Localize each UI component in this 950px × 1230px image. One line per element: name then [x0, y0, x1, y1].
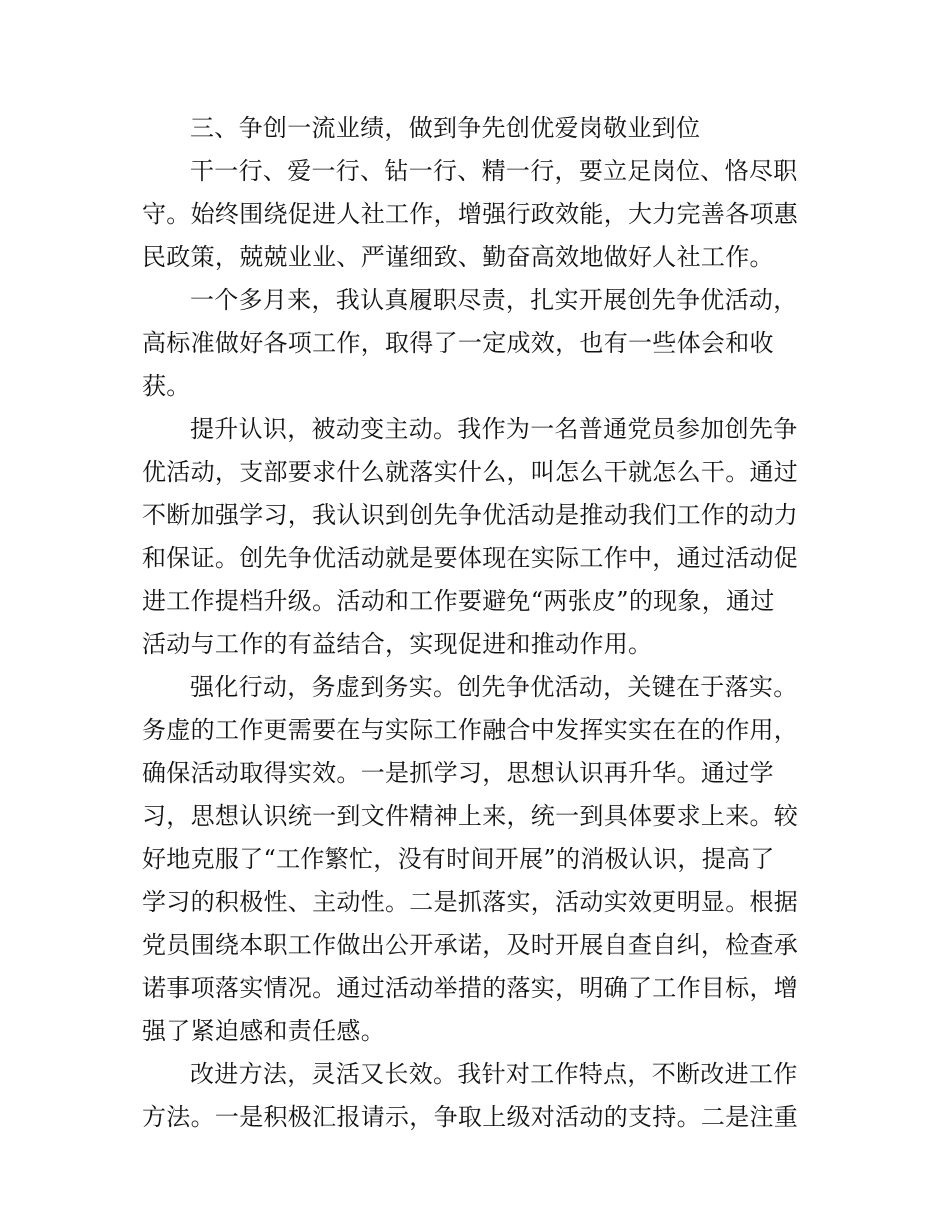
- paragraph-line: 优活动，支部要求什么就落实什么，叫怎么干就怎么干。通过: [142, 458, 799, 486]
- section-heading: 三、争创一流业绩，做到争先创优爱岗敬业到位: [190, 114, 701, 142]
- paragraph-line: 方法。一是积极汇报请示，争取上级对活动的支持。二是注重: [142, 1103, 799, 1131]
- paragraph-line: 提升认识，被动变主动。我作为一名普通党员参加创先争: [190, 415, 798, 443]
- paragraph-line: 党员围绕本职工作做出公开承诺，及时开展自查自纠，检查承: [142, 931, 799, 959]
- paragraph-line: 获。: [142, 372, 191, 400]
- paragraph-line: 务虚的工作更需要在与实际工作融合中发挥实实在在的作用，: [142, 716, 799, 744]
- paragraph-line: 高标准做好各项工作，取得了一定成效，也有一些体会和收: [142, 329, 774, 357]
- paragraph-line: 进工作提档升级。活动和工作要避免“两张皮”的现象，通过: [142, 587, 775, 615]
- paragraph-line: 强了紧迫感和责任感。: [142, 1017, 385, 1045]
- paragraph-line: 守。始终围绕促进人社工作，增强行政效能，大力完善各项惠: [142, 200, 799, 228]
- paragraph-line: 民政策，兢兢业业、严谨细致、勤奋高效地做好人社工作。: [142, 243, 774, 271]
- paragraph-line: 学习的积极性、主动性。二是抓落实，活动实效更明显。根据: [142, 888, 799, 916]
- paragraph-line: 干一行、爱一行、钻一行、精一行，要立足岗位、恪尽职: [190, 157, 798, 185]
- paragraph-line: 习，思想认识统一到文件精神上来，统一到具体要求上来。较: [142, 802, 799, 830]
- paragraph-line: 不断加强学习，我认识到创先争优活动是推动我们工作的动力: [142, 501, 799, 529]
- paragraph-line: 活动与工作的有益结合，实现促进和推动作用。: [142, 630, 653, 658]
- paragraph-line: 诺事项落实情况。通过活动举措的落实，明确了工作目标，增: [142, 974, 799, 1002]
- paragraph-line: 一个多月来，我认真履职尽责，扎实开展创先争优活动，: [190, 286, 798, 314]
- paragraph-line: 改进方法，灵活又长效。我针对工作特点，不断改进工作: [190, 1060, 798, 1088]
- paragraph-line: 和保证。创先争优活动就是要体现在实际工作中，通过活动促: [142, 544, 799, 572]
- paragraph-line: 强化行动，务虚到务实。创先争优活动，关键在于落实。: [190, 673, 798, 701]
- paragraph-line: 好地克服了“工作繁忙，没有时间开展”的消极认识，提高了: [142, 845, 775, 873]
- paragraph-line: 确保活动取得实效。一是抓学习，思想认识再升华。通过学: [142, 759, 774, 787]
